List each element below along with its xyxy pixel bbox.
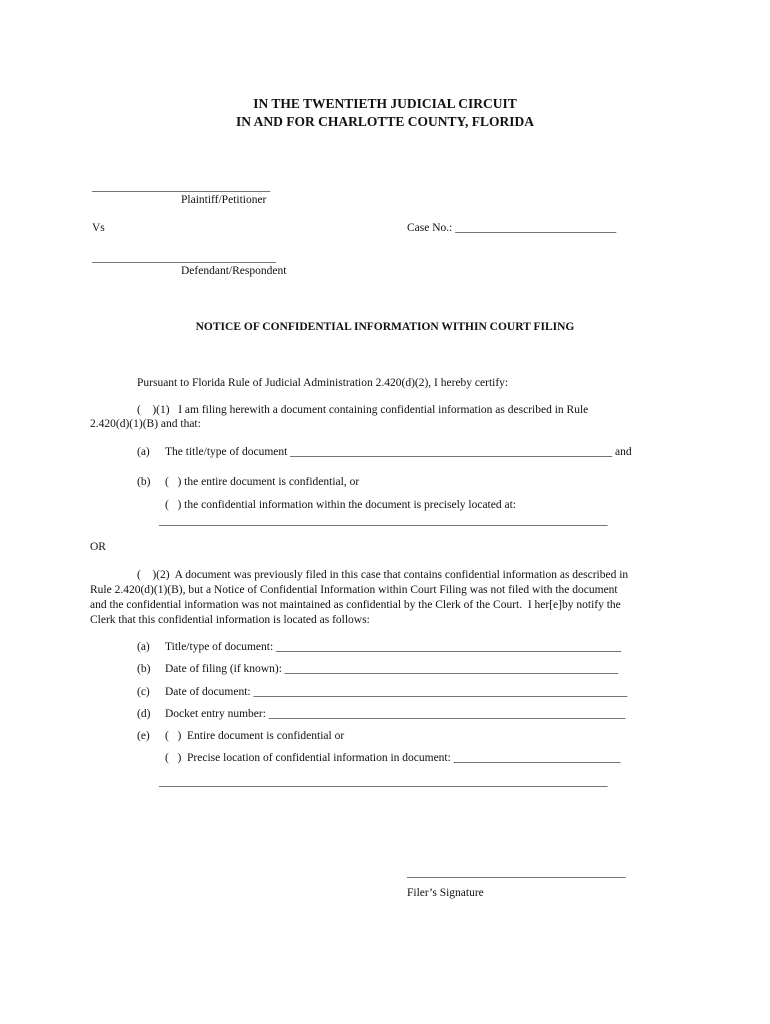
option2-item-label: (a) bbox=[137, 641, 150, 653]
option1-item-b-text2: ( ) the confidential information within the document is precisely located at: bbox=[165, 499, 516, 511]
option2-item-label: (d) bbox=[137, 708, 151, 720]
option2-item-text: ( ) Entire document is confidential or bbox=[165, 730, 345, 742]
case-number-field: Case No.: ____________________________ bbox=[407, 222, 617, 234]
option2-location-line: ______________________________________________________________________________ bbox=[159, 776, 608, 788]
filer-signature-line: ______________________________________ bbox=[407, 867, 626, 879]
option2-item-label: (b) bbox=[137, 663, 151, 675]
option1-location-line: ______________________________________________________________________________ bbox=[159, 515, 608, 527]
court-header-line2: IN AND FOR CHARLOTTE COUNTY, FLORIDA bbox=[235, 114, 535, 129]
option1-line2: 2.420(d)(1)(B) and that: bbox=[90, 418, 201, 430]
option2-item-label: (e) bbox=[137, 730, 150, 742]
option1-line1: ( )(1) I am filing herewith a document containing confidential information as described in Rule bbox=[137, 404, 589, 416]
option1-item-b-label: (b) bbox=[137, 476, 151, 488]
option2-line4: Clerk that this confidential information is located as follows: bbox=[90, 614, 370, 626]
defendant-label: Defendant/Respondent bbox=[181, 265, 287, 277]
option2-item-text: Title/type of document: ____________________________________________________________ bbox=[165, 641, 622, 653]
option2-item-text: Date of document: _________________________________________________________________ bbox=[165, 686, 628, 698]
option2-item-e-text2: ( ) Precise location of confidential information in document: _____________________________ bbox=[165, 752, 621, 764]
option1-item-a-label: (a) bbox=[137, 446, 150, 458]
court-header-line1: IN THE TWENTIETH JUDICIAL CIRCUIT bbox=[253, 96, 517, 111]
option2-line1: ( )(2) A document was previously filed in this case that contains confidential information as described in bbox=[137, 569, 629, 581]
intro-paragraph: Pursuant to Florida Rule of Judicial Administration 2.420(d)(2), I hereby certify: bbox=[137, 377, 509, 389]
plaintiff-signature-line: _______________________________ bbox=[92, 181, 271, 193]
filer-signature-label: Filer’s Signature bbox=[407, 887, 484, 899]
option2-item-label: (c) bbox=[137, 686, 150, 698]
versus-label: Vs bbox=[92, 222, 105, 234]
plaintiff-label: Plaintiff/Petitioner bbox=[181, 194, 267, 206]
option2-item-text: Docket entry number: ______________________________________________________________ bbox=[165, 708, 626, 720]
option1-item-b-text1: ( ) the entire document is confidential, or bbox=[165, 476, 360, 488]
option2-item-text: Date of filing (if known): __________________________________________________________ bbox=[165, 663, 619, 675]
notice-title: NOTICE OF CONFIDENTIAL INFORMATION WITHIN COURT FILING bbox=[195, 321, 575, 333]
option1-item-a-text: The title/type of document ________________________________________________________ and bbox=[165, 446, 632, 458]
option2-line2: Rule 2.420(d)(1)(B), but a Notice of Confidential Information within Court Filing was not filed with the document bbox=[90, 584, 618, 596]
defendant-signature-line: ________________________________ bbox=[92, 252, 276, 264]
or-separator: OR bbox=[90, 541, 106, 553]
option2-line3: and the confidential information was not maintained as confidential by the Clerk of the Court. I her[e]by notify the bbox=[90, 599, 621, 611]
